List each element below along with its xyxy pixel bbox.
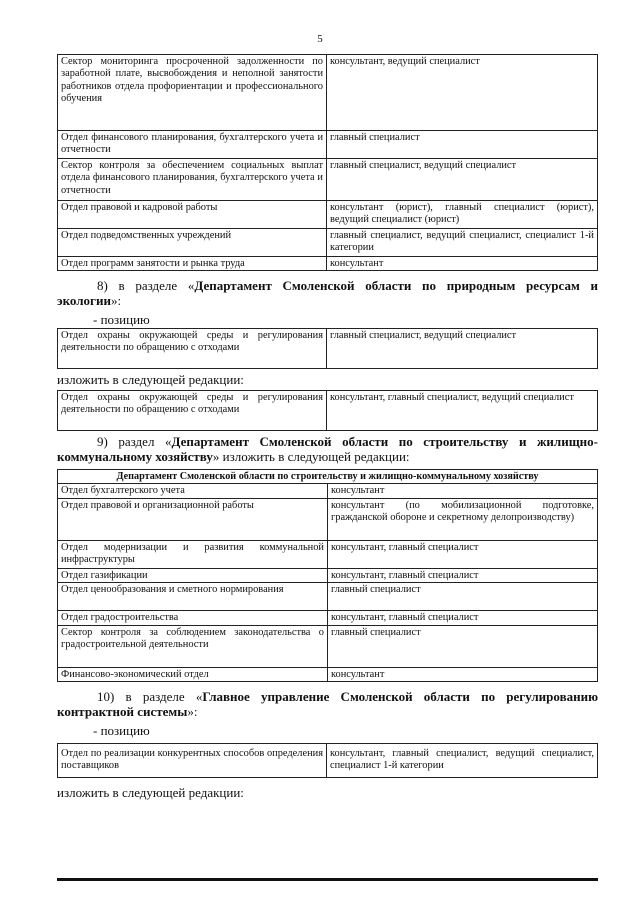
table-row bbox=[58, 568, 598, 582]
item10-old-table bbox=[57, 743, 598, 778]
item8-new-label: изложить в следующей редакции: bbox=[57, 372, 244, 387]
posts-cell: главный специалист bbox=[328, 583, 598, 611]
posts-cell: главный специалист, ведущий специалист, специалист 1-й категории bbox=[327, 229, 598, 257]
dept-cell: Сектор мониторинга просроченной задолженности по заработной плате, высвобождения и неполной занятости работников отдела профориентации и профессионального обучения bbox=[58, 55, 327, 131]
dept-cell: Сектор контроля за обеспечением социальных выплат отдела финансового планирования, бухгалтерского учета и отчетности bbox=[58, 159, 327, 201]
dept-cell: Отдел бухгалтерского учета bbox=[58, 484, 328, 498]
posts-cell: консультант bbox=[328, 484, 598, 498]
dept-cell: Отдел программ занятости и рынка труда bbox=[58, 257, 327, 271]
posts-cell: консультант, главный специалист bbox=[328, 568, 598, 582]
item8-old-table bbox=[57, 328, 598, 369]
dept-cell: Отдел правовой и организационной работы bbox=[58, 498, 328, 540]
dept-cell: Отдел газификации bbox=[58, 568, 328, 582]
item8-suffix: »: bbox=[110, 293, 122, 308]
dept-cell: Отдел градостроительства bbox=[58, 611, 328, 625]
table-row bbox=[58, 131, 598, 159]
posts-cell: главный специалист bbox=[328, 625, 598, 667]
table-row bbox=[58, 391, 598, 431]
table-header: Департамент Смоленской области по строительству и жилищно-коммунальному хозяйству bbox=[58, 470, 598, 484]
table-row bbox=[58, 484, 598, 498]
table-row bbox=[58, 611, 598, 625]
posts-cell: консультант, главный специалист, ведущий специалист, специалист 1-й категории bbox=[327, 744, 598, 778]
posts-cell: консультант (юрист), главный специалист (юрист), ведущий специалист (юрист) bbox=[327, 201, 598, 229]
dept-cell: Финансово-экономический отдел bbox=[58, 667, 328, 681]
item10-prefix: 10) в разделе « bbox=[97, 689, 203, 704]
table-row bbox=[58, 329, 598, 369]
dept-cell: Отдел охраны окружающей среды и регулирования деятельности по обращению с отходами bbox=[58, 391, 327, 431]
item8-prefix: 8) в разделе « bbox=[97, 278, 195, 293]
posts-cell: главный специалист, ведущий специалист bbox=[327, 329, 598, 369]
table-row bbox=[58, 583, 598, 611]
item8-heading bbox=[57, 278, 598, 308]
table-row bbox=[58, 159, 598, 201]
posts-cell: консультант, ведущий специалист bbox=[327, 55, 598, 131]
item8-new-table bbox=[57, 390, 598, 431]
posts-cell: консультант, главный специалист bbox=[328, 540, 598, 568]
posts-cell: главный специалист, ведущий специалист bbox=[327, 159, 598, 201]
dept-cell: Отдел правовой и кадровой работы bbox=[58, 201, 327, 229]
item10-suffix: »: bbox=[187, 704, 198, 719]
posts-cell: консультант bbox=[327, 257, 598, 271]
item10-department: Главное управление Смоленской области по регулированию контрактной системы bbox=[57, 689, 599, 719]
item9-heading bbox=[57, 434, 598, 464]
table-row bbox=[58, 625, 598, 667]
posts-cell: консультант (по мобилизационной подготовке, гражданской обороне и секретному делопроизводству) bbox=[328, 498, 598, 540]
table-row bbox=[58, 498, 598, 540]
dept-cell: Отдел по реализации конкурентных способов определения поставщиков bbox=[58, 744, 327, 778]
item9-suffix: » изложить в следующей редакции: bbox=[212, 449, 410, 464]
page-number: 5 bbox=[317, 33, 323, 45]
table-header-row bbox=[58, 470, 598, 484]
bottom-rule bbox=[57, 878, 598, 881]
dept-cell: Отдел ценообразования и сметного нормирования bbox=[58, 583, 328, 611]
table-row bbox=[58, 55, 598, 131]
item10-heading bbox=[57, 689, 598, 719]
table-row bbox=[58, 744, 598, 778]
table-row bbox=[58, 257, 598, 271]
dept-cell: Отдел модернизации и развития коммунальной инфраструктуры bbox=[58, 540, 328, 568]
table-row bbox=[58, 540, 598, 568]
dept-cell: Отдел охраны окружающей среды и регулирования деятельности по обращению с отходами bbox=[58, 329, 327, 369]
item8-department: Департамент Смоленской области по природным ресурсам и экологии bbox=[57, 278, 598, 308]
dept-cell: Сектор контроля за соблюдением законодательства о градостроительной деятельности bbox=[58, 625, 328, 667]
table-row bbox=[58, 667, 598, 681]
table-row bbox=[58, 201, 598, 229]
item10-position-label: - позицию bbox=[93, 723, 150, 738]
dept-cell: Отдел подведомственных учреждений bbox=[58, 229, 327, 257]
item10-new-label: изложить в следующей редакции: bbox=[57, 785, 244, 800]
staff-table-continued bbox=[57, 54, 598, 271]
item8-position-label: - позицию bbox=[93, 312, 150, 327]
posts-cell: консультант, главный специалист, ведущий специалист bbox=[327, 391, 598, 431]
posts-cell: консультант bbox=[328, 667, 598, 681]
table-row bbox=[58, 229, 598, 257]
dept-cell: Отдел финансового планирования, бухгалтерского учета и отчетности bbox=[58, 131, 327, 159]
posts-cell: главный специалист bbox=[327, 131, 598, 159]
item9-prefix: 9) раздел « bbox=[97, 434, 172, 449]
posts-cell: консультант, главный специалист bbox=[328, 611, 598, 625]
item9-department: Департамент Смоленской области по строительству и жилищно-коммунальному хозяйству bbox=[57, 434, 598, 464]
item9-table bbox=[57, 469, 598, 682]
